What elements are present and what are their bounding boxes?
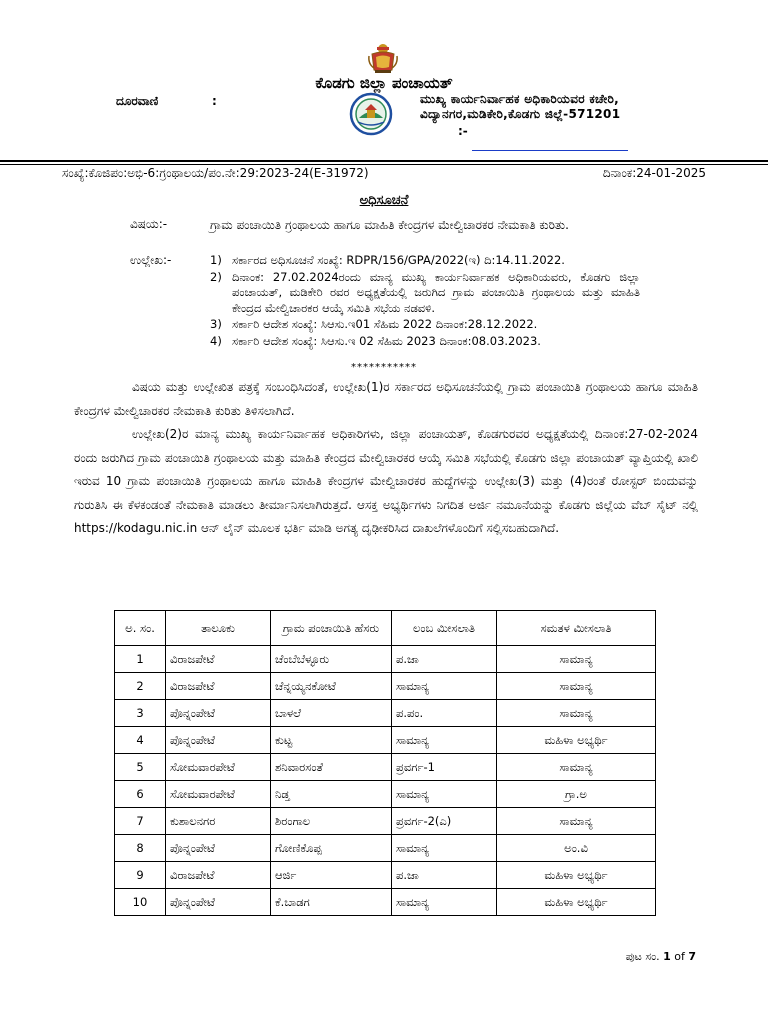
- cell-taluk: ವಿರಾಜಪೇಟೆ: [166, 673, 271, 700]
- cell-gram-panchayat: ಚೆನ್ನಯ್ಯನಕೋಟೆ: [271, 673, 392, 700]
- cell-gram-panchayat: ಗೋಣಿಕೊಪ್ಪ: [271, 835, 392, 862]
- column-header-vertical-reservation: ಲಂಬ ಮೀಸಲಾತಿ: [392, 611, 497, 646]
- cell-gram-panchayat: ಚೆಂಬೆಬೆಳ್ಳೂರು: [271, 646, 392, 673]
- table-row: [115, 862, 656, 889]
- document-date: ದಿನಾಂಕ:24-01-2025: [602, 166, 706, 180]
- cell-horizontal-reservation: ಮಹಿಳಾ ಅಭ್ಯರ್ಥಿ: [497, 727, 656, 754]
- notification-heading: ಅಧಿಸೂಚನೆ: [359, 193, 409, 208]
- cell-serial: 7: [115, 808, 166, 835]
- reference-text: ಸರ್ಕಾರದ ಅಧಿಸೂಚನೆ ಸಂಖ್ಯೆ: RDPR/156/GPA/2022(ಇ) ದಿ:14.11.2022.: [232, 253, 565, 267]
- cell-taluk: ವಿರಾಜಪೇಟೆ: [166, 862, 271, 889]
- cell-gram-panchayat: ಬಾಳಲೆ: [271, 700, 392, 727]
- reference-text: ಸರ್ಕಾರಿ ಆದೇಶ ಸಂಖ್ಯೆ: ಸಿಆಸು.ಇ 02 ಸೆಹಿಮ 2023 ದಿನಾಂಕ:08.03.2023.: [232, 333, 541, 348]
- column-header-horizontal-reservation: ಸಮತಳ ಮೀಸಲಾತಿ: [497, 611, 656, 646]
- cell-vertical-reservation: ಸಾಮಾನ್ಯ: [392, 889, 497, 916]
- column-header-gram-panchayat: ಗ್ರಾಮ ಪಂಚಾಯಿತಿ ಹೆಸರು: [271, 611, 392, 646]
- header-divider: [0, 160, 768, 162]
- reference-number-marker: 1): [210, 253, 222, 267]
- vacancy-roster-table: [114, 610, 656, 916]
- cell-serial: 8: [115, 835, 166, 862]
- table-row: [115, 673, 656, 700]
- cell-vertical-reservation: ಪ್ರವರ್ಗ-2(ಎ): [392, 808, 497, 835]
- email-link-underline[interactable]: [472, 150, 628, 151]
- cell-taluk: ಸೋಮವಾರಪೇಟೆ: [166, 781, 271, 808]
- cell-serial: 9: [115, 862, 166, 889]
- table-header-row: [115, 611, 656, 646]
- cell-taluk: ಪೊನ್ನಂಪೇಟೆ: [166, 727, 271, 754]
- cell-vertical-reservation: ಸಾಮಾನ್ಯ: [392, 673, 497, 700]
- reference-item: [210, 334, 640, 350]
- cell-horizontal-reservation: ಸಾಮಾನ್ಯ: [497, 700, 656, 727]
- cell-vertical-reservation: ಪ.ಜಾ: [392, 862, 497, 889]
- subject-text: ಗ್ರಾಮ ಪಂಚಾಯಿತಿ ಗ್ರಂಥಾಲಯ ಹಾಗೂ ಮಾಹಿತಿ ಕೇಂದ್ರಗಳ ಮೇಲ್ವಿಚಾರಕರ ನೇಮಕಾತಿ ಕುರಿತು.: [210, 218, 569, 232]
- body-paragraph-1: ವಿಷಯ ಮತ್ತು ಉಲ್ಲೇಖಿತ ಪತ್ರಕ್ಕೆ ಸಂಬಂಧಿಸಿದಂತೆ, ಉಲ್ಲೇಖ(1)ರ ಸರ್ಕಾರದ ಅಧಿಸೂಚನೆಯಲ್ಲಿ ಗ್ರಾಮ ಪಂಚಾಯಿತಿ ಗ್ರಂಥಾಲಯ ಹಾಗೂ ಮಾಹಿತಿ ಕೇಂದ್ರಗಳ ಮೇಲ್ವಿಚಾರಕರ ನೇಮಕಾತಿ ಕುರಿತು ತಿಳಿಸಲಾಗಿದೆ.: [74, 380, 698, 418]
- karnataka-emblem-icon: [366, 40, 400, 74]
- page-current: 1: [663, 950, 671, 963]
- cell-vertical-reservation: ಪ್ರವರ್ಗ-1: [392, 754, 497, 781]
- reference-item: [210, 253, 640, 269]
- cell-taluk: ಸೋಮವಾರಪೇಟೆ: [166, 754, 271, 781]
- page-label: ಪುಟ ಸಂ.: [625, 950, 660, 963]
- cell-gram-panchayat: ನಿಡ್ತ: [271, 781, 392, 808]
- reference-item: [210, 270, 640, 317]
- cell-horizontal-reservation: ಅಂ.ವಿ: [497, 835, 656, 862]
- table-row: [115, 700, 656, 727]
- cell-vertical-reservation: ಪ.ಪಂ.: [392, 700, 497, 727]
- body-paragraph-2: ಉಲ್ಲೇಖ(2)ರ ಮಾನ್ಯ ಮುಖ್ಯ ಕಾರ್ಯನಿರ್ವಾಹಕ ಅಧಿಕಾರಿಗಳು, ಜಿಲ್ಲಾ ಪಂಚಾಯತ್, ಕೊಡಗುರವರ ಅಧ್ಯಕ್ಷತೆಯಲ್ಲಿ ದಿನಾಂಕ:27-02-2024 ರಂದು ಜರುಗಿದ ಗ್ರಾಮ ಪಂಚಾಯಿತಿ ಗ್ರಂಥಾಲಯ ಮತ್ತು ಮಾಹಿತಿ ಕೇಂದ್ರದ ಮೇಲ್ವಿಚಾರಕರ ಆಯ್ಕೆ ಸಮಿತಿ ಸಭೆಯಲ್ಲಿ ಕೊಡಗು ಜಿಲ್ಲಾ ಪಂಚಾಯತ್ ವ್ಯಾಪ್ತಿಯಲ್ಲಿ ಖಾಲಿ ಇರುವ 10 ಗ್ರಾಮ ಪಂಚಾಯಿತಿ ಗ್ರಂಥಾಲಯ ಹಾಗೂ ಮಾಹಿತಿ ಕೇಂದ್ರಗಳ ಮೇಲ್ವಿಚಾರಕರ ಹುದ್ದೆಗಳನ್ನು ಉಲ್ಲೇಖ(3) ಮತ್ತು (4)ರಂತೆ ರೋಸ್ಟರ್ ಬಿಂದುವನ್ನು ಗುರುತಿಸಿ ಈ ಕೆಳಕಂಡಂತೆ ನೇಮಕಾತಿ ಮಾಡಲು ತೀರ್ಮಾನಿಸಲಾಗಿರುತ್ತದೆ. ಆಸಕ್ತ ಅಭ್ಯರ್ಥಿಗಳು ನಿಗದಿತ ಅರ್ಜಿ ನಮೂನೆಯನ್ನು ಕೊಡಗು ಜಿಲ್ಲೆಯ ವೆಬ್ ಸೈಟ್ ನಲ್ಲಿ https://kodagu.nic.in ಆನ್ ಲೈನ್ ಮೂಲಕ ಭರ್ತಿ ಮಾಡಿ ಅಗತ್ಯ ದೃಢೀಕರಿಸಿದ ದಾಖಲೆಗಳೊಂದಿಗೆ ಸಲ್ಲಿಸಬಹುದಾಗಿದೆ.: [74, 427, 698, 535]
- cell-taluk: ಕುಶಾಲನಗರ: [166, 808, 271, 835]
- table-row: [115, 808, 656, 835]
- section-separator-stars: ***********: [351, 362, 417, 373]
- cell-serial: 1: [115, 646, 166, 673]
- header-divider-thin: [0, 164, 768, 165]
- office-address-line1: ಮುಖ್ಯ ಕಾರ್ಯನಿರ್ವಾಹಕ ಅಧಿಕಾರಿಯವರ ಕಚೇರಿ,: [420, 92, 619, 106]
- page-total: 7: [688, 950, 696, 963]
- cell-serial: 3: [115, 700, 166, 727]
- cell-taluk: ಪೊನ್ನಂಪೇಟೆ: [166, 835, 271, 862]
- table-row: [115, 889, 656, 916]
- table-row: [115, 754, 656, 781]
- cell-vertical-reservation: ಪ.ಜಾ: [392, 646, 497, 673]
- cell-taluk: ವಿರಾಜಪೇಟೆ: [166, 646, 271, 673]
- zilla-panchayat-logo-icon: [349, 92, 393, 136]
- cell-gram-panchayat: ಶಿರಂಗಾಲ: [271, 808, 392, 835]
- references-list: [210, 253, 640, 350]
- cell-serial: 5: [115, 754, 166, 781]
- cell-gram-panchayat: ಕೆ.ಬಾಡಗ: [271, 889, 392, 916]
- cell-horizontal-reservation: ಸಾಮಾನ್ಯ: [497, 808, 656, 835]
- cell-horizontal-reservation: ಸಾಮಾನ್ಯ: [497, 673, 656, 700]
- cell-gram-panchayat: ಆರ್ಜಿ: [271, 862, 392, 889]
- reference-number-marker: 2): [210, 269, 222, 284]
- phone-colon: :: [212, 94, 217, 108]
- page-of: of: [674, 950, 685, 963]
- cell-serial: 6: [115, 781, 166, 808]
- reference-text: ಸರ್ಕಾರಿ ಆದೇಶ ಸಂಖ್ಯೆ: ಸಿಆಸು.ಇ01 ಸೆಹಿಮ 2022 ದಿನಾಂಕ:28.12.2022.: [232, 317, 538, 331]
- reference-text: ದಿನಾಂಕ: 27.02.2024ರಂದು ಮಾನ್ಯ ಮುಖ್ಯ ಕಾರ್ಯನಿರ್ವಾಹಕ ಅಧಿಕಾರಿಯವರು, ಕೊಡಗು ಜಿಲ್ಲಾ ಪಂಚಾಯತ್, ಮಡಿಕೇರಿ ರವರ ಅಧ್ಯಕ್ಷತೆಯಲ್ಲಿ ಜರುಗಿದ ಗ್ರಾಮ ಪಂಚಾಯಿತಿ ಗ್ರಂಥಾಲಯ ಮತ್ತು ಮಾಹಿತಿ ಕೇಂದ್ರದ ಮೇಲ್ವಿಚಾರಕರ ಆಯ್ಕೆ ಸಮಿತಿ ಸಭೆಯ ನಡವಳಿ.: [232, 269, 640, 315]
- cell-vertical-reservation: ಸಾಮಾನ್ಯ: [392, 727, 497, 754]
- references-label: ಉಲ್ಲೇಖ:-: [130, 253, 172, 267]
- page-number-footer: [626, 950, 696, 964]
- cell-horizontal-reservation: ಗ್ರಾ.ಅ: [497, 781, 656, 808]
- reference-number-marker: 4): [210, 333, 222, 348]
- cell-taluk: ಪೊನ್ನಂಪೇಟೆ: [166, 889, 271, 916]
- subject-label: ವಿಷಯ:-: [130, 217, 168, 231]
- table-row: [115, 727, 656, 754]
- office-address-line2: ವಿದ್ಯಾನಗರ,ಮಡಿಕೇರಿ,ಕೊಡಗು ಜಿಲ್ಲೆ-571201: [420, 107, 621, 121]
- cell-vertical-reservation: ಸಾಮಾನ್ಯ: [392, 781, 497, 808]
- column-header-serial: ಅ. ಸಂ.: [115, 611, 166, 646]
- cell-serial: 4: [115, 727, 166, 754]
- cell-serial: 2: [115, 673, 166, 700]
- table-row: [115, 835, 656, 862]
- table-row: [115, 781, 656, 808]
- cell-vertical-reservation: ಸಾಮಾನ್ಯ: [392, 835, 497, 862]
- cell-taluk: ಪೊನ್ನಂಪೇಟೆ: [166, 700, 271, 727]
- page-title: ಕೊಡಗು ಜಿಲ್ಲಾ ಪಂಚಾಯತ್: [315, 74, 453, 92]
- cell-horizontal-reservation: ಮಹಿಳಾ ಅಭ್ಯರ್ಥಿ: [497, 862, 656, 889]
- cell-gram-panchayat: ಕುಟ್ಟ: [271, 727, 392, 754]
- phone-label: ದೂರವಾಣಿ: [116, 94, 159, 108]
- cell-gram-panchayat: ಶನಿವಾರಸಂತೆ: [271, 754, 392, 781]
- table-row: [115, 646, 656, 673]
- reference-number: ಸಂಖ್ಯೆ:ಕೊಜಿಪಂ:ಅಭಿ-6:ಗ್ರಂಥಾಲಯ/ಪಂ.ನೇ:29:2023-24(E-31972): [62, 166, 369, 180]
- column-header-taluk: ತಾಲೂಕು: [166, 611, 271, 646]
- reference-number-marker: 3): [210, 317, 222, 331]
- cell-horizontal-reservation: ಮಹಿಳಾ ಅಭ್ಯರ್ಥಿ: [497, 889, 656, 916]
- email-colon: :-: [458, 124, 468, 138]
- cell-horizontal-reservation: ಸಾಮಾನ್ಯ: [497, 754, 656, 781]
- reference-item: [210, 317, 640, 333]
- cell-serial: 10: [115, 889, 166, 916]
- cell-horizontal-reservation: ಸಾಮಾನ್ಯ: [497, 646, 656, 673]
